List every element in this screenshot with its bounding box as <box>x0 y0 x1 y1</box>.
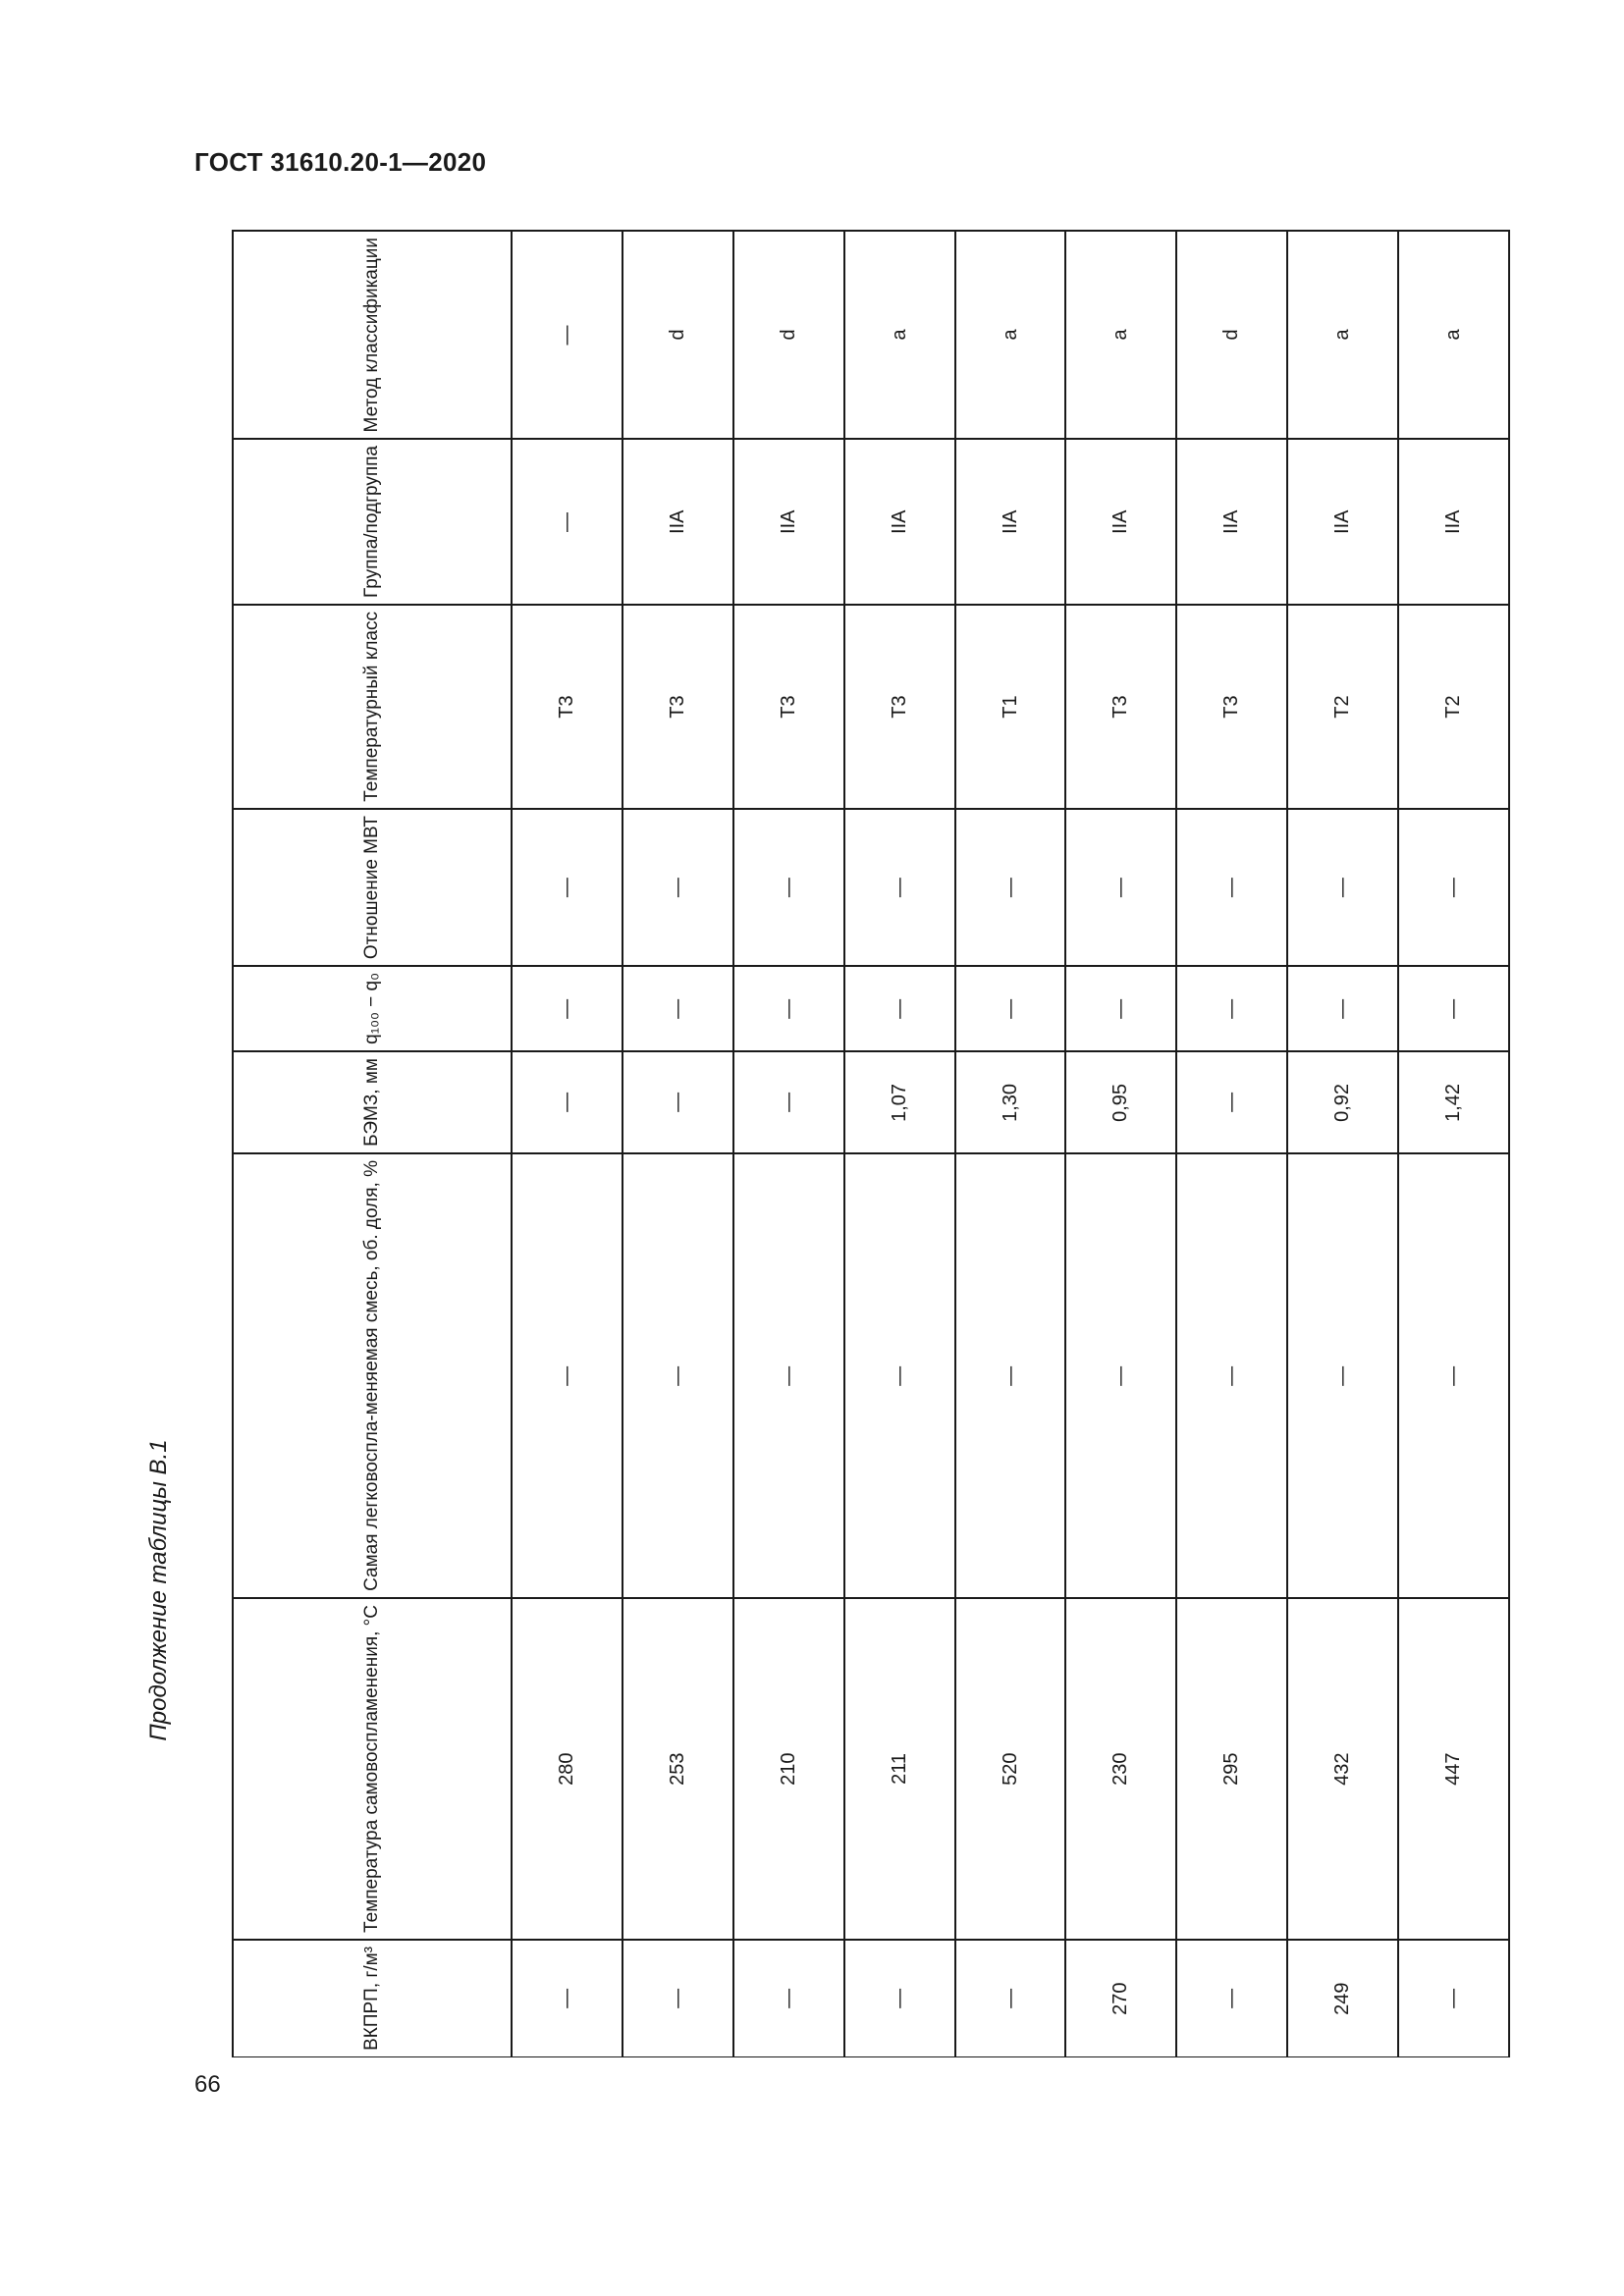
value-cell <box>512 605 623 809</box>
value-cell <box>1176 1051 1287 1153</box>
value-cell <box>1176 605 1287 809</box>
cell-text: a <box>888 329 910 341</box>
value-cell <box>1176 809 1287 966</box>
table-row <box>233 1940 1509 2057</box>
value-cell <box>1287 809 1398 966</box>
value-cell <box>1287 231 1398 439</box>
cell-text: 0,95 <box>1110 1083 1132 1122</box>
column-header: БЭМЗ, мм <box>233 1051 512 1153</box>
value-cell <box>1398 231 1509 439</box>
value-cell <box>1287 966 1398 1051</box>
cell-text: — <box>1442 1988 1464 2008</box>
column-header: ВКПРП, г/м³ <box>233 1940 512 2057</box>
cell-text: 295 <box>1220 1752 1243 1786</box>
cell-text: 1,07 <box>888 1083 910 1122</box>
column-header: Группа/подгруппа <box>233 439 512 605</box>
cell-text: IIA <box>777 509 799 535</box>
cell-text: — <box>555 998 577 1019</box>
value-cell <box>844 605 955 809</box>
cell-text: — <box>777 998 799 1019</box>
cell-text: — <box>666 998 688 1019</box>
value-cell <box>512 1051 623 1153</box>
cell-text: — <box>555 325 577 346</box>
value-cell <box>844 809 955 966</box>
value-cell <box>623 1940 733 2057</box>
cell-text: T3 <box>888 695 910 719</box>
value-cell <box>733 1153 844 1598</box>
value-cell <box>512 439 623 605</box>
value-cell <box>1398 439 1509 605</box>
value-cell <box>512 809 623 966</box>
cell-text: T2 <box>1331 695 1354 719</box>
cell-text: 211 <box>888 1752 910 1785</box>
value-cell <box>1287 1153 1398 1598</box>
value-cell <box>1065 439 1176 605</box>
value-cell <box>512 1153 623 1598</box>
value-cell <box>1065 1051 1176 1153</box>
cell-text: 210 <box>777 1752 799 1786</box>
cell-text: — <box>666 1988 688 2008</box>
cell-text: 280 <box>555 1752 577 1786</box>
value-cell <box>1176 1598 1287 1940</box>
value-cell <box>733 1051 844 1153</box>
cell-text: T3 <box>777 695 799 719</box>
value-cell <box>844 1940 955 2057</box>
cell-text: IIA <box>999 509 1021 535</box>
value-cell <box>733 231 844 439</box>
column-header: Температурный класс <box>233 605 512 809</box>
value-cell <box>844 439 955 605</box>
value-cell <box>1176 231 1287 439</box>
value-cell <box>623 809 733 966</box>
value-cell <box>1065 966 1176 1051</box>
value-cell <box>955 1153 1066 1598</box>
cell-text: — <box>1220 1988 1243 2008</box>
value-cell <box>1065 231 1176 439</box>
cell-text: a <box>1331 329 1354 341</box>
value-cell <box>733 439 844 605</box>
value-cell <box>955 439 1066 605</box>
cell-text: 270 <box>1110 1982 1132 2015</box>
cell-text: a <box>1442 329 1464 341</box>
value-cell <box>1398 1051 1509 1153</box>
value-cell <box>733 966 844 1051</box>
table-caption: Продолжение таблицы В.1 <box>145 1439 172 1741</box>
cell-text: T3 <box>1110 695 1132 719</box>
cell-text: — <box>1442 878 1464 898</box>
column-header: Температура самовоспламенения, °С <box>233 1598 512 1940</box>
value-cell <box>1065 809 1176 966</box>
cell-text: 1,30 <box>999 1083 1021 1122</box>
table-row <box>233 1153 1509 1598</box>
value-cell <box>844 1598 955 1940</box>
table-container <box>232 230 1510 2057</box>
value-cell <box>512 966 623 1051</box>
table-row <box>233 1051 1509 1153</box>
value-cell <box>623 1598 733 1940</box>
column-header: q₁₀₀ − q₀ <box>233 966 512 1051</box>
value-cell <box>1065 1153 1176 1598</box>
value-cell <box>1176 966 1287 1051</box>
cell-text: — <box>1331 998 1354 1019</box>
value-cell <box>844 1051 955 1153</box>
cell-text: 230 <box>1110 1752 1132 1786</box>
cell-text: — <box>1110 998 1132 1019</box>
value-cell <box>623 605 733 809</box>
cell-text: IIA <box>1220 509 1243 535</box>
cell-text: — <box>1220 1365 1243 1386</box>
cell-text: — <box>999 998 1021 1019</box>
cell-text: — <box>1331 878 1354 898</box>
value-cell <box>844 231 955 439</box>
cell-text: — <box>777 878 799 898</box>
table-row <box>233 809 1509 966</box>
cell-text: — <box>888 1988 910 2008</box>
value-cell <box>1287 1051 1398 1153</box>
column-header: Самая легковоспла-меняемая смесь, об. доля, % <box>233 1153 512 1598</box>
table-row <box>233 439 1509 605</box>
value-cell <box>512 1598 623 1940</box>
cell-text: IIA <box>666 509 688 535</box>
cell-text: — <box>999 878 1021 898</box>
cell-text: — <box>1220 998 1243 1019</box>
rotated-table-frame <box>232 230 1510 2057</box>
cell-text: — <box>999 1988 1021 2008</box>
table-row <box>233 1598 1509 1940</box>
cell-text: — <box>1442 998 1464 1019</box>
cell-text: — <box>555 1093 577 1113</box>
table-row <box>233 231 1509 439</box>
cell-text: d <box>666 329 688 341</box>
value-cell <box>1287 439 1398 605</box>
cell-text: 1,42 <box>1442 1083 1464 1122</box>
value-cell <box>844 1153 955 1598</box>
cell-text: — <box>888 998 910 1019</box>
cell-text: — <box>1110 1365 1132 1386</box>
cell-text: 249 <box>1331 1982 1354 2015</box>
cell-text: — <box>1331 1365 1354 1386</box>
cell-text: a <box>1110 329 1132 341</box>
cell-text: IIA <box>1331 509 1354 535</box>
value-cell <box>1398 966 1509 1051</box>
table-row <box>233 966 1509 1051</box>
data-table <box>232 230 1510 2057</box>
cell-text: 520 <box>999 1752 1021 1786</box>
cell-text: — <box>555 878 577 898</box>
cell-text: — <box>777 1988 799 2008</box>
cell-text: 0,92 <box>1331 1083 1354 1122</box>
cell-text: d <box>1220 329 1243 341</box>
cell-text: — <box>1220 1093 1243 1113</box>
document-title: ГОСТ 31610.20-1—2020 <box>194 147 487 177</box>
cell-text: IIA <box>888 509 910 535</box>
page-number: 66 <box>194 2071 221 2098</box>
value-cell <box>955 809 1066 966</box>
value-cell <box>955 1598 1066 1940</box>
cell-text: — <box>777 1365 799 1386</box>
value-cell <box>1398 1598 1509 1940</box>
cell-text: d <box>777 329 799 341</box>
value-cell <box>623 966 733 1051</box>
cell-text: — <box>666 1093 688 1113</box>
cell-text: — <box>666 1365 688 1386</box>
cell-text: — <box>999 1365 1021 1386</box>
value-cell <box>1176 1153 1287 1598</box>
cell-text: — <box>666 878 688 898</box>
cell-text: T1 <box>999 695 1021 719</box>
value-cell <box>733 1940 844 2057</box>
cell-text: — <box>888 878 910 898</box>
value-cell <box>1398 605 1509 809</box>
cell-text: — <box>555 1365 577 1386</box>
value-cell <box>955 605 1066 809</box>
column-header: Отношение МВТ <box>233 809 512 966</box>
table-row <box>233 605 1509 809</box>
value-cell <box>1398 809 1509 966</box>
value-cell <box>733 809 844 966</box>
cell-text: — <box>1442 1365 1464 1386</box>
value-cell <box>955 1940 1066 2057</box>
cell-text: — <box>1110 878 1132 898</box>
cell-text: — <box>888 1365 910 1386</box>
cell-text: — <box>777 1093 799 1113</box>
cell-text: IIA <box>1442 509 1464 535</box>
value-cell <box>512 1940 623 2057</box>
value-cell <box>955 966 1066 1051</box>
value-cell <box>1176 1940 1287 2057</box>
value-cell <box>1287 1598 1398 1940</box>
value-cell <box>955 1051 1066 1153</box>
value-cell <box>733 605 844 809</box>
value-cell <box>1287 605 1398 809</box>
cell-text: — <box>555 511 577 532</box>
cell-text: T2 <box>1442 695 1464 719</box>
value-cell <box>1065 1598 1176 1940</box>
cell-text: T3 <box>1220 695 1243 719</box>
table-caption-wrapper <box>139 1404 179 1777</box>
value-cell <box>1398 1940 1509 2057</box>
cell-text: 432 <box>1331 1752 1354 1786</box>
cell-text: 447 <box>1442 1752 1464 1786</box>
cell-text: IIA <box>1110 509 1132 535</box>
cell-text: — <box>1220 878 1243 898</box>
value-cell <box>1287 1940 1398 2057</box>
column-header: Метод классификации <box>233 231 512 439</box>
value-cell <box>1065 1940 1176 2057</box>
cell-text: a <box>999 329 1021 341</box>
cell-text: — <box>555 1988 577 2008</box>
value-cell <box>623 439 733 605</box>
value-cell <box>844 966 955 1051</box>
cell-text: 253 <box>666 1752 688 1786</box>
value-cell <box>623 1153 733 1598</box>
cell-text: T3 <box>555 695 577 719</box>
value-cell <box>1176 439 1287 605</box>
value-cell <box>1398 1153 1509 1598</box>
value-cell <box>1065 605 1176 809</box>
value-cell <box>623 231 733 439</box>
value-cell <box>512 231 623 439</box>
cell-text: T3 <box>666 695 688 719</box>
value-cell <box>623 1051 733 1153</box>
value-cell <box>733 1598 844 1940</box>
value-cell <box>955 231 1066 439</box>
